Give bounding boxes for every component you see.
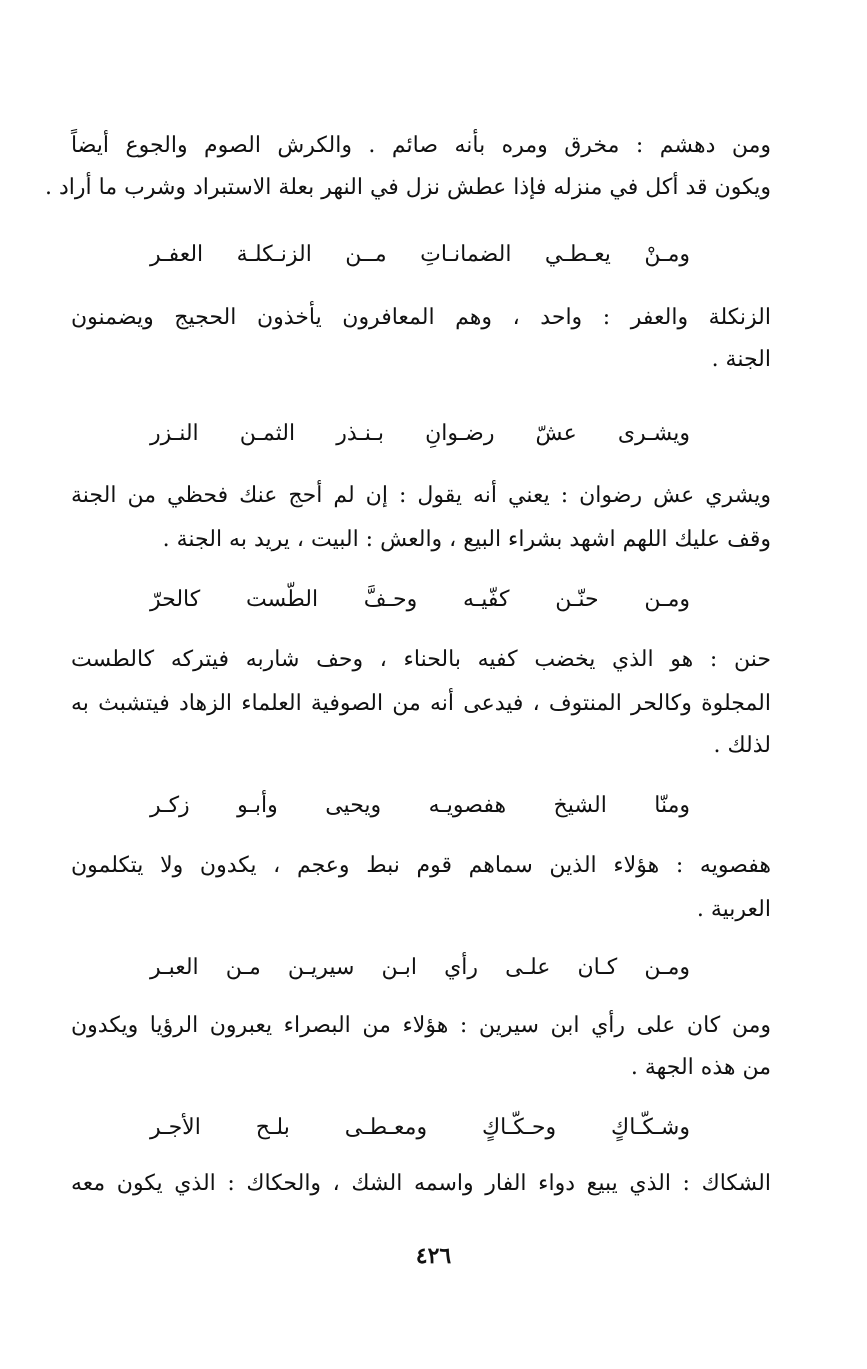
verse-line: وشـكّـاكٍ وحـكّـاكٍ ومعـطـى بلـح الأجـر [150, 1115, 690, 1140]
verse-line: ومنّا الشيخ هفصويـه ويحيى وأبـو زكـر [150, 793, 690, 818]
prose-line: لذلك . [713, 733, 771, 758]
verse-line: ومـنْ يعـطـي الضمانـاتِ مــن الزنـكلـة العفـر [150, 242, 690, 267]
prose-line: العربية . [696, 897, 771, 922]
prose-line: ويشري عش رضوان : يعني أنه يقول : إن لم أحج عنك فحظي من الجنة [71, 483, 771, 508]
prose-line: الزنكلة والعفر : واحد ، وهم المعافرون يأخذون الحجيج ويضمنون [71, 305, 771, 330]
verse-line: ومـن كـان علـى رأي ابـن سيريـن مـن العبـر [150, 955, 690, 980]
prose-line: حنن : هو الذي يخضب كفيه بالحناء ، وحف شاربه فيتركه كالطست [71, 647, 771, 672]
prose-line: وقف عليك اللهم اشهد بشراء البيع ، والعش : البيت ، يريد به الجنة . [162, 527, 771, 552]
prose-line: ويكون قد أكل في منزله فإذا عطش نزل في النهر بعلة الاستبراد وشرب ما أراد . [45, 175, 771, 200]
prose-line: المجلوة وكالحر المنتوف ، فيدعى أنه من الصوفية العلماء الزهاد فيتشبث به [71, 691, 771, 716]
prose-line: هفصويه : هؤلاء الذين سماهم قوم نبط وعجم ، يكدون ولا يتكلمون [71, 853, 771, 878]
prose-line: الجنة . [711, 347, 771, 372]
prose-line: الشكاك : الذي يبيع دواء الفار واسمه الشك ، والحكاك : الذي يكون معه [71, 1171, 771, 1196]
prose-line: ومن كان على رأي ابن سيرين : هؤلاء من البصراء يعبرون الرؤيا ويكدون [71, 1013, 771, 1038]
prose-line: من هذه الجهة . [630, 1055, 771, 1080]
prose-line: ومن دهشم : مخرق ومره بأنه صائم . والكرش الصوم والجوع أيضاً [71, 133, 771, 158]
verse-line: ومـن حنّـن كفّيـه وحـفَّ الطّست كالحرّ [150, 587, 690, 612]
page-number: ٤٢٦ [415, 1243, 452, 1269]
verse-line: ويشـرى عشّ رضـوانِ بـنـذر الثمـن النـزر [150, 421, 690, 446]
